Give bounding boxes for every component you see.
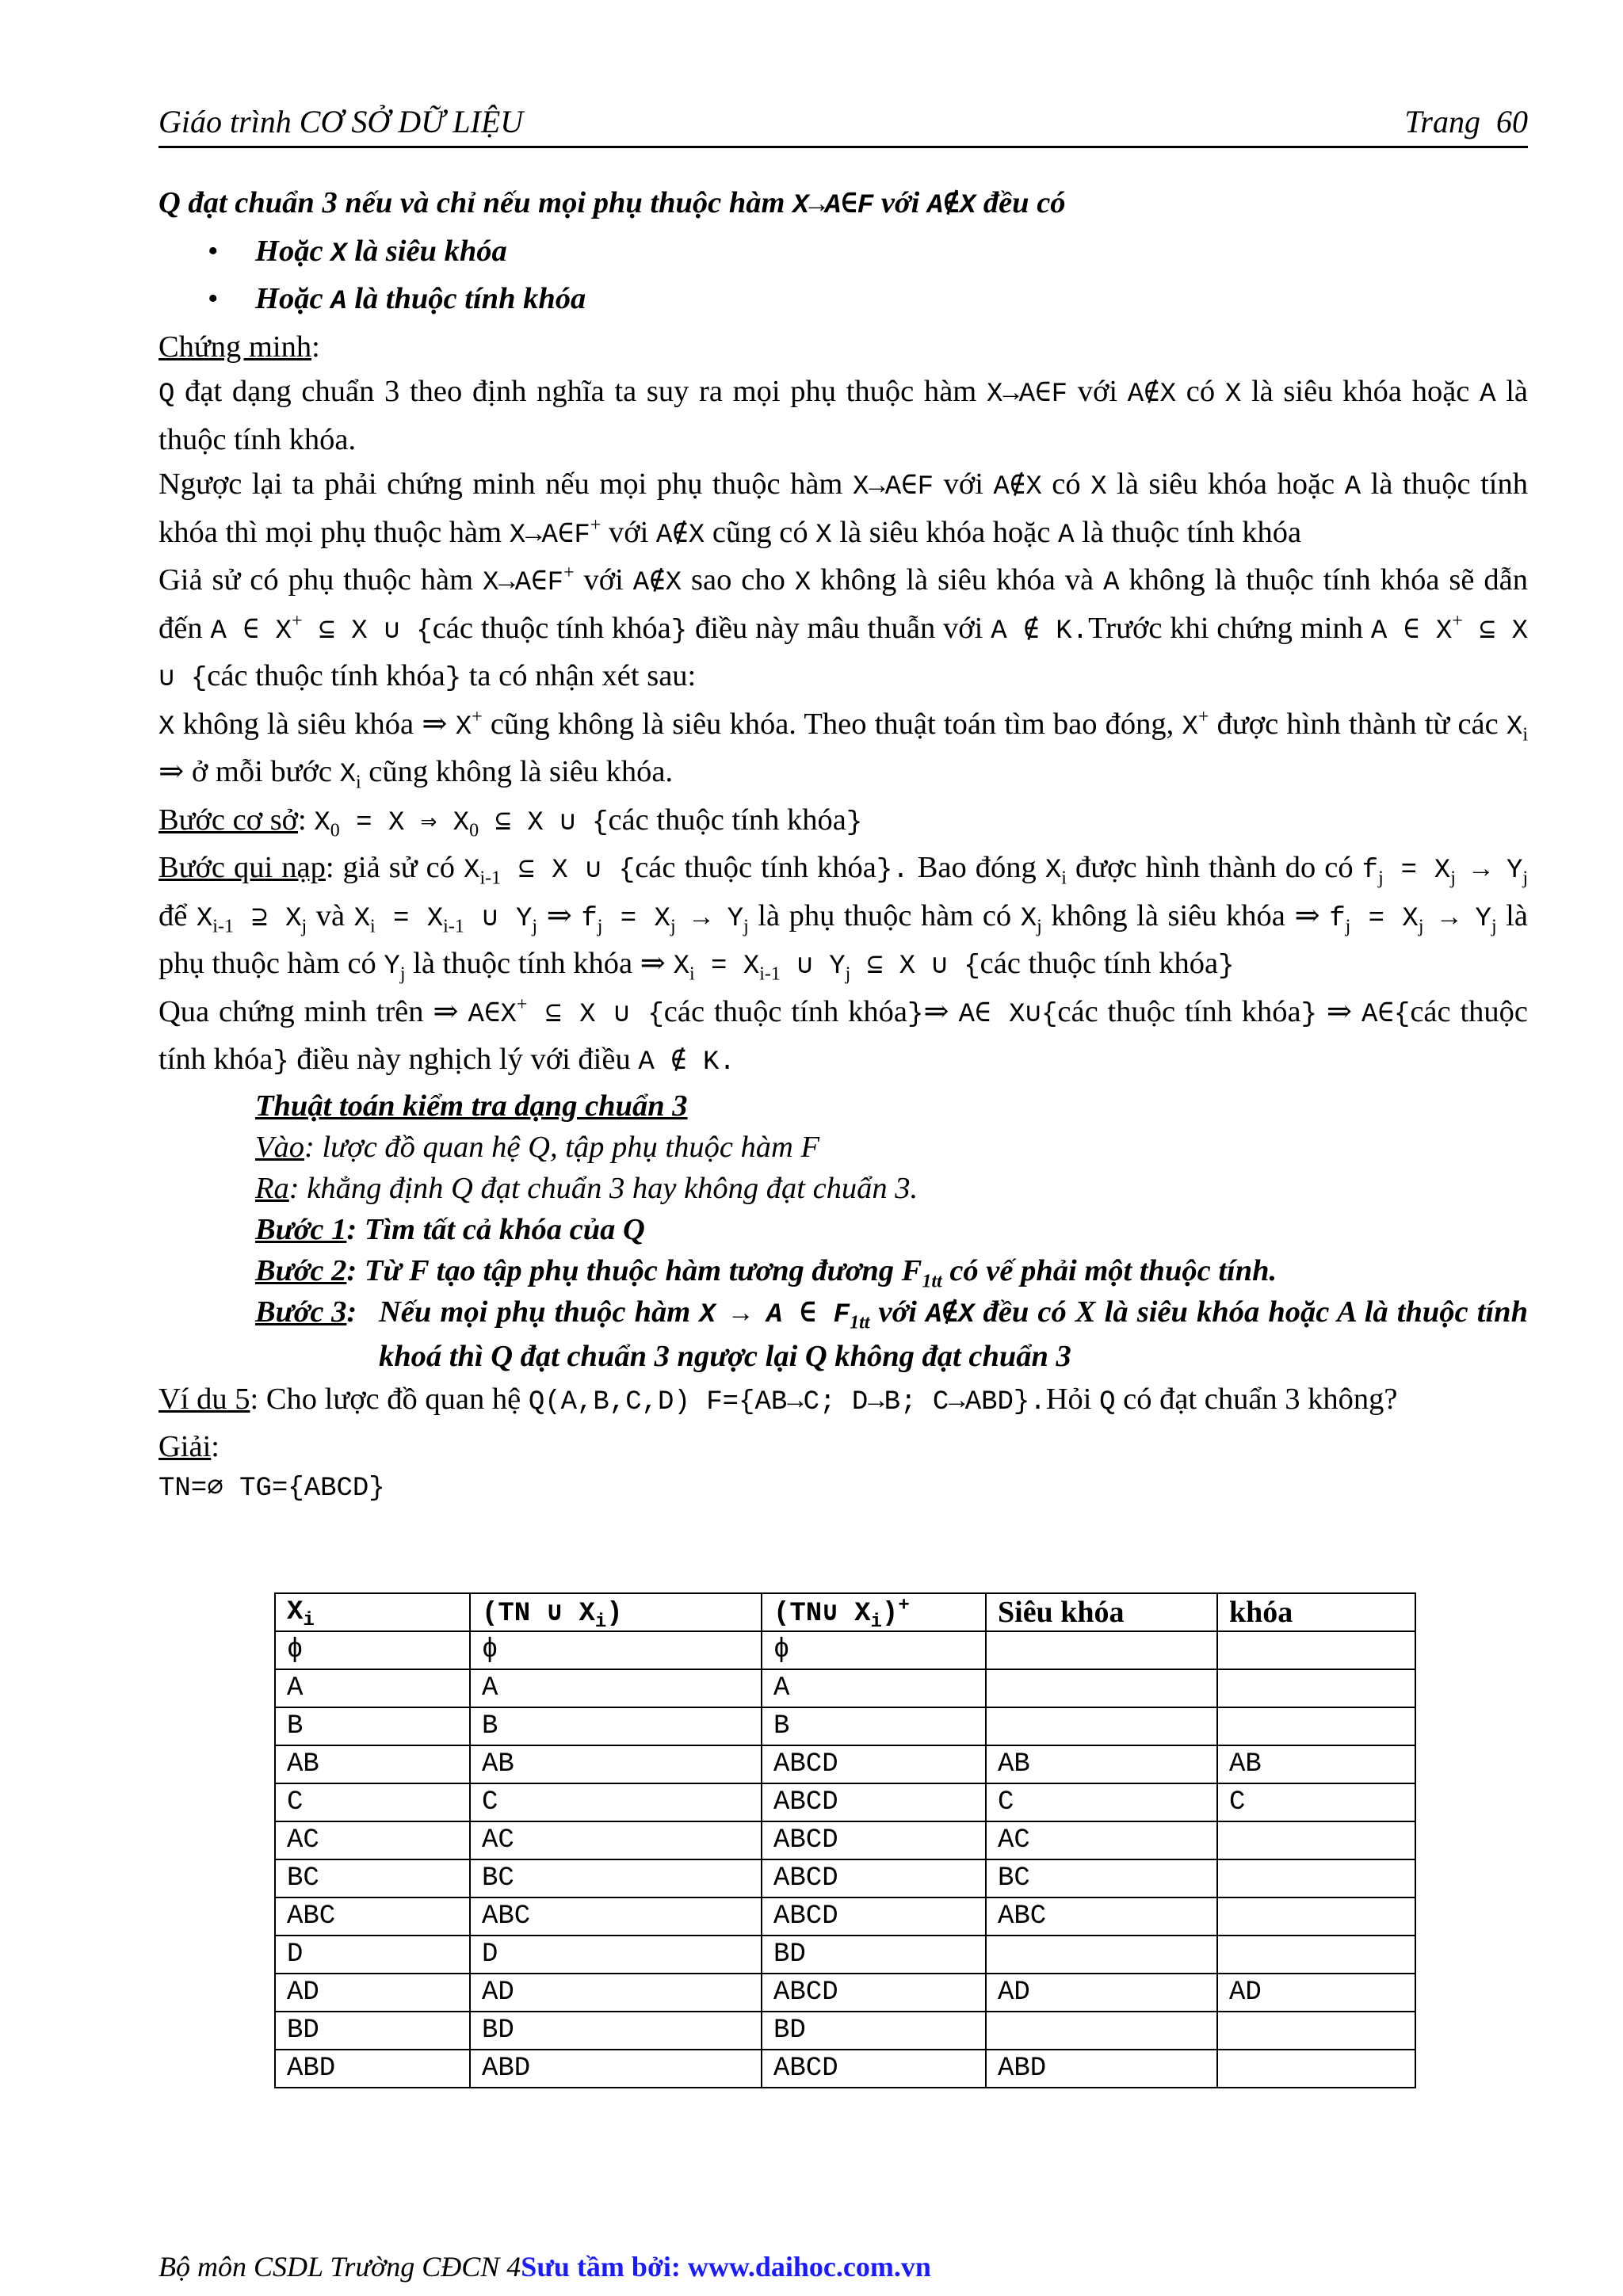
- table-cell: AB: [470, 1745, 762, 1783]
- table-cell: [1217, 1897, 1415, 1936]
- example-statement: Ví du 5: Cho lược đồ quan hệ Q(A,B,C,D) F={AB→C; D→B; C→ABD}.Hỏi Q có đạt chuẩn 3 không?: [158, 1382, 1398, 1417]
- col-closure: (TN∪ $X_i)^+$: [762, 1593, 986, 1631]
- table-cell: [986, 1707, 1217, 1745]
- table-cell: [1217, 1936, 1415, 1974]
- col-superkey: Siêu khóa: [986, 1593, 1217, 1631]
- table-cell: AD: [275, 1974, 470, 2012]
- table-cell: ABCD: [762, 1783, 986, 1821]
- footer-department: Bộ môn CSDL Trường CĐCN 4: [158, 2251, 521, 2283]
- table-cell: AD: [470, 1974, 762, 2012]
- proof-base-step: Bước cơ sở: $X_0 = X$ ⇒ $X_0$ ⊆ X ∪ {các thuộc tính khóa}: [158, 803, 863, 841]
- theorem-statement: Q đạt chuẩn 3 nếu và chỉ nếu mọi phụ thuộc hàm X→A∈F với A∉X đều có: [158, 186, 1066, 221]
- table-cell: ABD: [470, 2050, 762, 2088]
- closure-table: [274, 1592, 1416, 2088]
- table-cell: AD: [986, 1974, 1217, 2012]
- table-cell: ϕ: [275, 1631, 470, 1669]
- col-xi: $X_i$: [275, 1593, 470, 1631]
- document-page: [158, 0, 1528, 2296]
- table-cell: C: [470, 1783, 762, 1821]
- table-cell: AD: [1217, 1974, 1415, 2012]
- table-row: [275, 1745, 1415, 1783]
- table-cell: ABD: [986, 2050, 1217, 2088]
- table-cell: ABD: [275, 2050, 470, 2088]
- table-body: [275, 1631, 1415, 2088]
- algorithm-title: Thuật toán kiểm tra dạng chuẩn 3: [255, 1089, 688, 1123]
- algorithm-input: Vào: lược đồ quan hệ Q, tập phụ thuộc hàm F: [255, 1130, 820, 1164]
- table-cell: ϕ: [470, 1631, 762, 1669]
- table-cell: C: [986, 1783, 1217, 1821]
- page-header: [158, 98, 1528, 148]
- table-cell: ABCD: [762, 1974, 986, 2012]
- table-cell: [986, 1631, 1217, 1669]
- table-cell: [986, 2012, 1217, 2050]
- table-cell: ABCD: [762, 1745, 986, 1783]
- table-cell: BD: [275, 2012, 470, 2050]
- table-row: [275, 2050, 1415, 2088]
- table-cell: C: [275, 1783, 470, 1821]
- table-cell: [1217, 1821, 1415, 1859]
- table-cell: [1217, 2050, 1415, 2088]
- table-row: [275, 1974, 1415, 2012]
- proof-heading: Chứng minh:: [158, 330, 320, 364]
- table-cell: A: [762, 1669, 986, 1707]
- proof-induction-step: Bước qui nạp: giả sử có $X_{i-1}$ ⊆ X ∪ {các thuộc tính khóa}. Bao đóng $X_i$ được hình thành do có $f_j = X_j \to Y_j$ để $X_{i-1}$ ⊇ $X_j$ và $X_i = X_{i-1}$ ∪ $Y_j$ ⇒ $f_j = X_j \to Y_j$ là phụ thuộc hàm có $X_j$ không là siêu khóa ⇒ $f_j = X_j \to Y_j$ là phụ thuộc hàm có $Y_j$ là thuộc tính khóa ⇒ $X_i = X_{i-1}$ ∪ $Y_j$ ⊆ X ∪ {các thuộc tính khóa}: [158, 851, 1529, 985]
- condition-key-attribute: • Hoặc A là thuộc tính khóa: [158, 277, 1528, 325]
- table-cell: [1217, 1707, 1415, 1745]
- tn-tg-line: TN=∅ TG={ABCD}: [158, 1473, 385, 1504]
- table-cell: AC: [470, 1821, 762, 1859]
- col-tn-union-xi: (TN ∪ $X_i$): [470, 1593, 762, 1631]
- proof-paragraph-1: Q đạt dạng chuẩn 3 theo định nghĩa ta suy ra mọi phụ thuộc hàm X→A∈F với A∉X có X là siêu khóa hoặc A là thuộc tính khóa.: [158, 375, 1528, 456]
- table-cell: BC: [275, 1859, 470, 1897]
- table-cell: [1217, 1669, 1415, 1707]
- algorithm-block: [158, 1085, 1528, 1377]
- table-cell: AB: [1217, 1745, 1415, 1783]
- table-cell: AC: [986, 1821, 1217, 1859]
- col-key: khóa: [1217, 1593, 1415, 1631]
- table-cell: B: [762, 1707, 986, 1745]
- theorem-conditions: [158, 229, 1528, 325]
- proof-paragraph-2: Ngược lại ta phải chứng minh nếu mọi phụ thuộc hàm X→A∈F với A∉X có X là siêu khóa hoặc A là thuộc tính khóa thì mọi phụ thuộc hàm X→A∈F+ với A∉X cũng có X là siêu khóa hoặc A là thuộc tính khóa: [158, 467, 1528, 551]
- table-cell: [1217, 1631, 1415, 1669]
- table-cell: A: [275, 1669, 470, 1707]
- proof-paragraph-3: Giả sử có phụ thuộc hàm X→A∈F+ với A∉X sao cho X không là siêu khóa và A không là thuộc tính khóa sẽ dẫn đến A ∈ X+ ⊆ X ∪ {các thuộc tính khóa} điều này mâu thuẫn với A ∉ K.Trước khi chứng minh A ∈ X+ ⊆ X ∪ {các thuộc tính khóa} ta có nhận xét sau:: [158, 563, 1528, 694]
- table-cell: BD: [762, 1936, 986, 1974]
- table-cell: ABCD: [762, 1821, 986, 1859]
- header-page: Trang 60: [1404, 104, 1528, 139]
- table-cell: BD: [470, 2012, 762, 2050]
- table-cell: D: [275, 1936, 470, 1974]
- table-row: [275, 1707, 1415, 1745]
- solution-heading: Giải:: [158, 1430, 220, 1463]
- table-cell: AC: [275, 1821, 470, 1859]
- table-cell: [1217, 1859, 1415, 1897]
- proof-conclusion: Qua chứng minh trên ⇒ A∈X+ ⊆ X ∪ {các thuộc tính khóa}⇒ A∈ X∪{các thuộc tính khóa} ⇒ A∈{các thuộc tính khóa} điều này nghịch lý với điều A ∉ K.: [158, 994, 1529, 1077]
- table-cell: C: [1217, 1783, 1415, 1821]
- table-cell: ABC: [986, 1897, 1217, 1936]
- header-title: Giáo trình CƠ SỞ DỮ LIỆU: [158, 104, 524, 139]
- table-cell: [1217, 2012, 1415, 2050]
- table-cell: BC: [986, 1859, 1217, 1897]
- page-number: 60: [1496, 104, 1528, 139]
- table-cell: D: [470, 1936, 762, 1974]
- table-cell: A: [470, 1669, 762, 1707]
- table-cell: ABC: [275, 1897, 470, 1936]
- algorithm-step-2: Bước 2: Từ F tạo tập phụ thuộc hàm tương đương $F_{1tt}$ có vế phải một thuộc tính.: [255, 1253, 1277, 1292]
- table-row: [275, 1821, 1415, 1859]
- algorithm-step-3: Bước 3: Nếu mọi phụ thuộc hàm X → A ∈ $F_{1tt}$ với A∉X đều có X là siêu khóa hoặc A là thuộc tính khoá thì Q đạt chuẩn 3 ngược lại Q không đạt chuẩn 3: [255, 1295, 1528, 1373]
- table-row: [275, 1897, 1415, 1936]
- condition-superkey: • Hoặc X là siêu khóa: [158, 229, 1528, 277]
- table-row: [275, 2012, 1415, 2050]
- table-cell: BC: [470, 1859, 762, 1897]
- table-row: [275, 1669, 1415, 1707]
- table-cell: BD: [762, 2012, 986, 2050]
- proof-paragraph-4: X không là siêu khóa ⇒ X+ cũng không là siêu khóa. Theo thuật toán tìm bao đóng, X+ được hình thành từ các $X_i$ ⇒ ở mỗi bước $X_i$ cũng không là siêu khóa.: [158, 706, 1528, 793]
- table-cell: B: [470, 1707, 762, 1745]
- table-cell: ABCD: [762, 1859, 986, 1897]
- table-cell: [986, 1936, 1217, 1974]
- page-footer: [158, 2250, 931, 2283]
- table-row: [275, 1631, 1415, 1669]
- table-cell: ABCD: [762, 2050, 986, 2088]
- table-cell: ABCD: [762, 1897, 986, 1936]
- footer-source: Sưu tầm bởi: www.daihoc.com.vn: [521, 2251, 931, 2283]
- table-cell: ϕ: [762, 1631, 986, 1669]
- table-row: [275, 1783, 1415, 1821]
- table-cell: B: [275, 1707, 470, 1745]
- algorithm-output: Ra: khẳng định Q đạt chuẩn 3 hay không đạt chuẩn 3.: [255, 1171, 918, 1205]
- page-body: [158, 181, 1528, 1508]
- table-cell: AB: [986, 1745, 1217, 1783]
- table-row: [275, 1859, 1415, 1897]
- table-header-row: [275, 1593, 1415, 1631]
- table-cell: AB: [275, 1745, 470, 1783]
- table-row: [275, 1936, 1415, 1974]
- table-cell: [986, 1669, 1217, 1707]
- table-cell: ABC: [470, 1897, 762, 1936]
- algorithm-step-1: Bước 1: Tìm tất cả khóa của Q: [255, 1212, 645, 1246]
